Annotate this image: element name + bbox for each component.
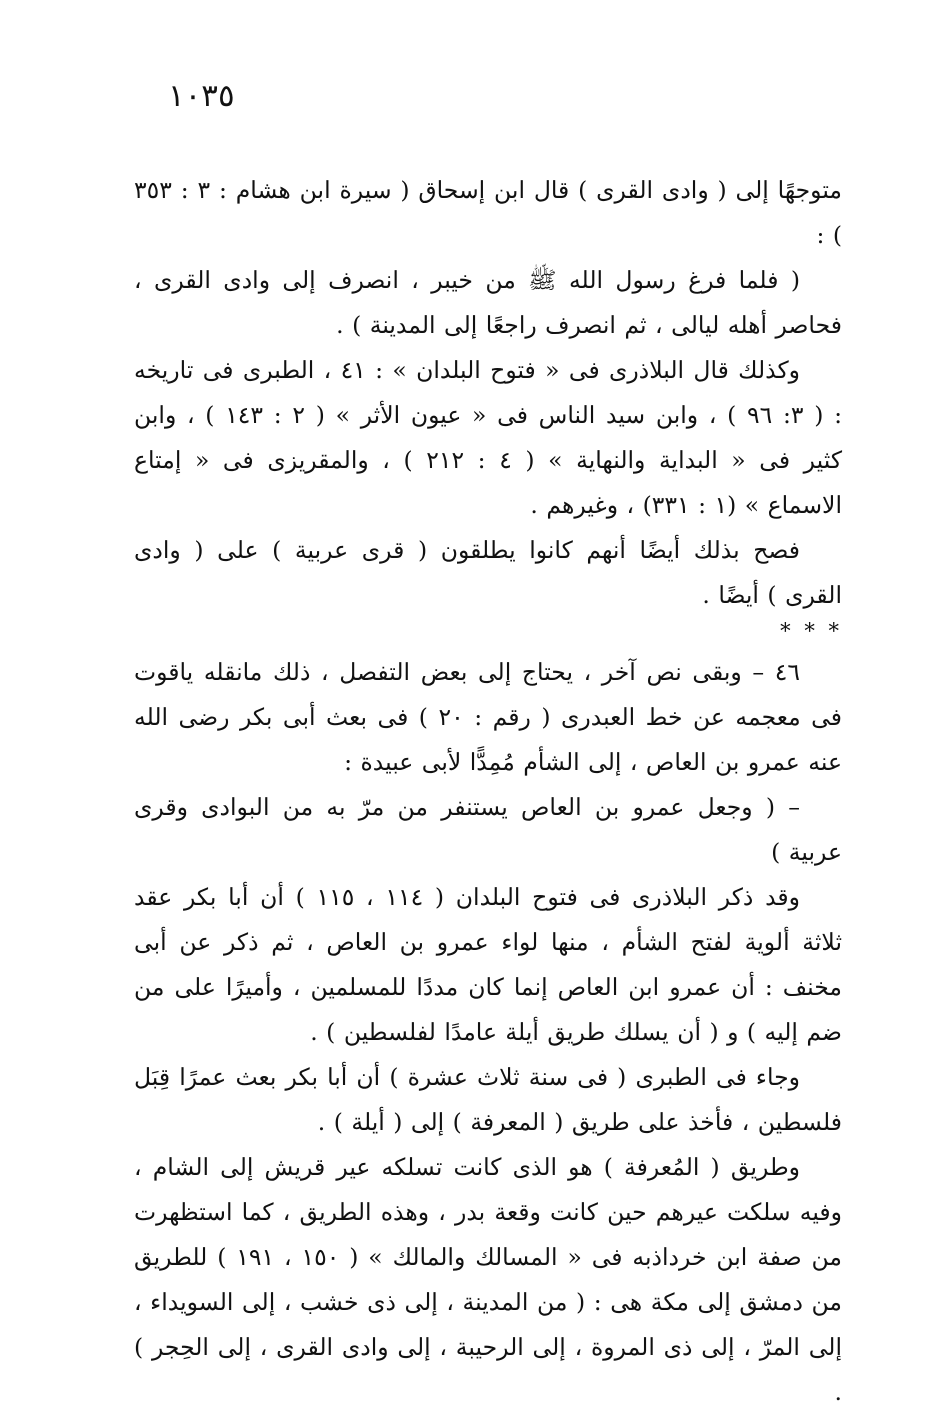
page-number: ١٠٣٥ [168, 78, 235, 114]
paragraph-1: متوجهًا إلى ( وادى القرى ) قال ابن إسحاق ( سيرة ابن هشام : ٣ : ٣٥٣ ) : [134, 176, 842, 249]
section-separator: * * * [780, 619, 842, 643]
paragraph-8: وجاء فى الطبرى ( فى سنة ثلاث عشرة ) أن أبا بكر بعث عمرًا قِبَل فلسطين ، فأخذ على طريق ( المعرفة ) إلى ( أيلة ) . [134, 1063, 842, 1136]
paragraph-6: – ( وجعل عمرو بن العاص يستنفر من مرّ به من البوادى وقرى عربية ) [134, 793, 842, 866]
paragraph-7: وقد ذكر البلاذرى فى فتوح البلدان ( ١١٤ ، ١١٥ ) أن أبا بكر عقد ثلاثة ألوية لفتح الشأم ، منها لواء عمرو بن العاص ، ثم ذكر عن أبى مخنف : أن عمرو ابن العاص إنما كان مددًا للمسلمين ، وأميرًا على من ضم إليه ) و ( أن يسلك طريق أيلة عامدًا لفلسطين ) . [134, 883, 842, 1046]
paragraph-9: وطريق ( المُعرفة ) هو الذى كانت تسلكه عير قريش إلى الشام ، وفيه سلكت عيرهم حين كانت وقعة بدر ، وهذه الطريق ، كما استظهرت من صفة ابن خرداذبه فى « المسالك والمالك » ( ١٥٠ ، ١٩١ ) للطريق من دمشق إلى مكة هى : ( من المدينة ، إلى ذى خشب ، إلى السويداء ، إلى المرّ ، إلى ذى المروة ، إلى الرحيبة ، إلى وادى القرى ، إلى الحِجر ) . [134, 1153, 843, 1406]
paragraph-2: ( فلما فرغ رسول الله ﷺ من خيبر ، انصرف إلى وادى القرى ، فحاصر أهله ليالى ، ثم انصرف راجعًا إلى المدينة ) . [134, 266, 842, 339]
paragraph-3: وكذلك قال البلاذرى فى « فتوح البلدان » : ٤١ ، الطبرى فى تاريخه : ( ٣: ٩٦ ) ، وابن سيد الناس فى « عيون الأثر » ( ٢ : ١٤٣ ) ، وابن كثير فى « البداية والنهاية » ( ٤ : ٢١٢ ) ، والمقريزى فى « إمتاع الاسماع » (١ : ٣٣١) ، وغيرهم . [134, 356, 843, 519]
paragraph-5: ٤٦ – وبقى نص آخر ، يحتاج إلى بعض التفصل ، ذلك مانقله ياقوت فى معجمه عن خط العبدرى ( رقم : ٢٠ ) فى بعث أبى بكر رضى الله عنه عمرو بن العاص ، إلى الشأم مُمِدًّا لأبى عبيدة : [134, 658, 842, 776]
body-text [134, 168, 842, 1415]
paragraph-4: فصح بذلك أيضًا أنهم كانوا يطلقون ( قرى عربية ) على ( وادى القرى ) أيضًا . [134, 536, 842, 609]
